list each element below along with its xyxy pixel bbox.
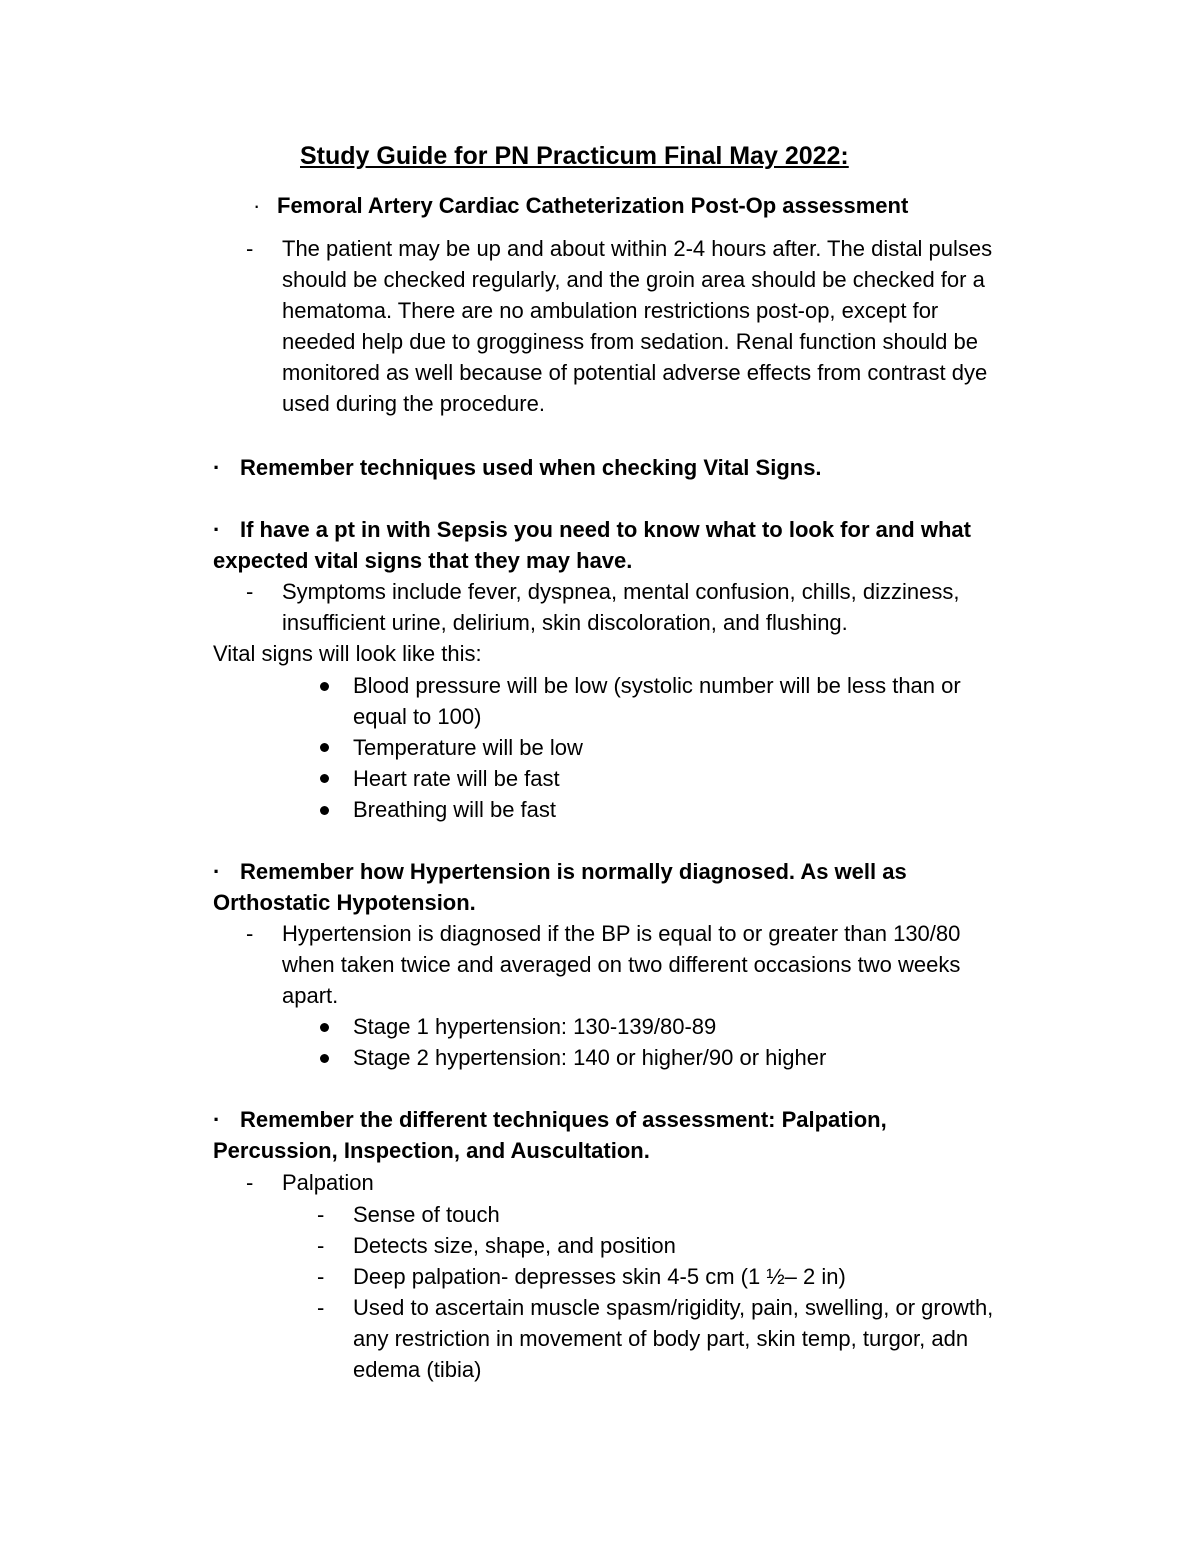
- dash-marker: -: [246, 579, 254, 604]
- list-item: any restriction in movement of body part, skin temp, turgor, adn: [353, 1326, 969, 1351]
- bullet-dot: [320, 774, 329, 783]
- list-item: Temperature will be low: [353, 735, 583, 760]
- bullet-marker: ·: [213, 859, 221, 884]
- dash-marker: -: [317, 1233, 325, 1258]
- bullet-dot: [320, 1054, 329, 1063]
- body-line: when taken twice and averaged on two different occasions two weeks: [282, 952, 961, 977]
- page-title: Study Guide for PN Practicum Final May 2022:: [300, 142, 849, 170]
- body-line: hematoma. There are no ambulation restrictions post-op, except for: [282, 298, 939, 323]
- bullet-dot: [320, 682, 329, 691]
- body-line: insufficient urine, delirium, skin discoloration, and flushing.: [282, 610, 848, 635]
- body-line: Hypertension is diagnosed if the BP is equal to or greater than 130/80: [282, 921, 961, 946]
- section-heading-assessment-cont: Percussion, Inspection, and Auscultation.: [213, 1138, 650, 1163]
- list-item: equal to 100): [353, 704, 482, 729]
- body-line: should be checked regularly, and the groin area should be checked for a: [282, 267, 985, 292]
- body-line: needed help due to grogginess from sedation. Renal function should be: [282, 329, 978, 354]
- body-line: monitored as well because of potential adverse effects from contrast dye: [282, 360, 988, 385]
- section-heading-assessment: Remember the different techniques of assessment: Palpation,: [240, 1107, 887, 1132]
- list-item: Breathing will be fast: [353, 797, 556, 822]
- list-item: Heart rate will be fast: [353, 766, 560, 791]
- body-line: apart.: [282, 983, 339, 1008]
- bullet-dot: [320, 806, 329, 815]
- sub-heading-palpation: Palpation: [282, 1170, 374, 1195]
- section-heading-hypertension-cont: Orthostatic Hypotension.: [213, 890, 476, 915]
- dash-marker: -: [317, 1264, 325, 1289]
- dash-marker: -: [246, 1170, 254, 1195]
- section-heading-vital-signs: Remember techniques used when checking Vital Signs.: [240, 455, 822, 480]
- list-item: Stage 1 hypertension: 130-139/80-89: [353, 1014, 717, 1039]
- dash-marker: -: [246, 236, 254, 261]
- section-heading-sepsis-cont: expected vital signs that they may have.: [213, 548, 633, 573]
- body-line: used during the procedure.: [282, 391, 545, 416]
- section-heading-catheterization: Femoral Artery Cardiac Catheterization Post-Op assessment: [277, 193, 909, 218]
- list-item: Used to ascertain muscle spasm/rigidity, pain, swelling, or growth,: [353, 1295, 994, 1320]
- dash-marker: -: [317, 1295, 325, 1320]
- vitals-intro: Vital signs will look like this:: [213, 641, 482, 666]
- dash-marker: -: [246, 921, 254, 946]
- bullet-dot: [320, 743, 329, 752]
- bullet-marker: ·: [213, 1107, 221, 1132]
- bullet-marker: ·: [213, 517, 221, 542]
- bullet-marker: ·: [213, 455, 221, 480]
- body-line: Symptoms include fever, dyspnea, mental confusion, chills, dizziness,: [282, 579, 960, 604]
- dash-marker: -: [317, 1202, 325, 1227]
- body-line: The patient may be up and about within 2-4 hours after. The distal pulses: [282, 236, 993, 261]
- list-item: Sense of touch: [353, 1202, 500, 1227]
- bullet-dot: [320, 1023, 329, 1032]
- list-item: edema (tibia): [353, 1357, 482, 1382]
- list-item: Detects size, shape, and position: [353, 1233, 676, 1258]
- list-item: Blood pressure will be low (systolic number will be less than or: [353, 673, 961, 698]
- list-item: Deep palpation- depresses skin 4-5 cm (1 ½– 2 in): [353, 1264, 846, 1289]
- list-item: Stage 2 hypertension: 140 or higher/90 or higher: [353, 1045, 827, 1070]
- bullet-marker: ·: [253, 193, 261, 218]
- section-heading-hypertension: Remember how Hypertension is normally diagnosed. As well as: [240, 859, 907, 884]
- section-heading-sepsis: If have a pt in with Sepsis you need to know what to look for and what: [240, 517, 971, 542]
